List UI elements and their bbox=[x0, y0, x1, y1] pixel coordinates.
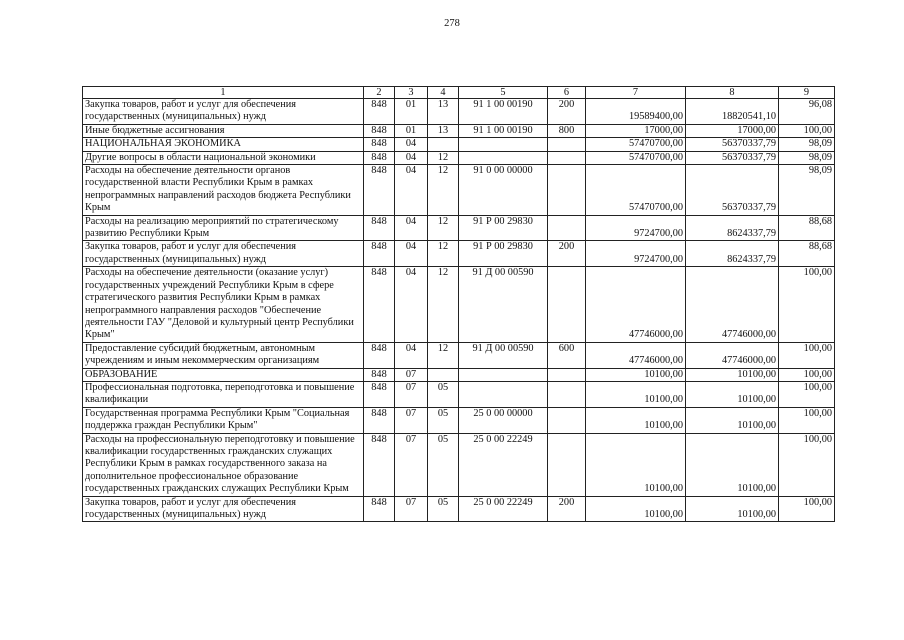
row-expense-type-cell: 200 bbox=[548, 99, 586, 125]
row-subsection-cell: 12 bbox=[428, 151, 459, 164]
row-target-cell: 25 0 00 22249 bbox=[459, 496, 548, 522]
row-subsection-cell: 12 bbox=[428, 165, 459, 216]
row-executed-cell: 56370337,79 bbox=[686, 138, 779, 151]
table-row bbox=[83, 433, 835, 496]
header-cell: 1 bbox=[83, 87, 364, 99]
row-percent-cell: 100,00 bbox=[779, 267, 835, 342]
row-planned-cell: 10100,00 bbox=[586, 433, 686, 496]
row-name-cell: Расходы на обеспечение деятельности (оказание услуг) государственных учреждений Республики Крым в сфере стратегического развития Республики Крым в рамках непрограммного направления расходов "Обеспечение деятельности ГАУ "Деловой и культурный центр Республики Крым" bbox=[83, 267, 364, 342]
header-cell: 3 bbox=[395, 87, 428, 99]
header-cell: 7 bbox=[586, 87, 686, 99]
header-row bbox=[83, 87, 835, 99]
budget-table bbox=[82, 86, 835, 522]
row-name-cell: Профессиональная подготовка, переподготовка и повышение квалификации bbox=[83, 381, 364, 407]
row-planned-cell: 47746000,00 bbox=[586, 267, 686, 342]
row-percent-cell: 100,00 bbox=[779, 124, 835, 137]
row-section-cell: 07 bbox=[395, 381, 428, 407]
table-row bbox=[83, 215, 835, 241]
row-expense-type-cell: 200 bbox=[548, 496, 586, 522]
row-planned-cell: 57470700,00 bbox=[586, 165, 686, 216]
row-expense-type-cell bbox=[548, 267, 586, 342]
row-section-cell: 01 bbox=[395, 99, 428, 125]
row-ministry-cell: 848 bbox=[364, 151, 395, 164]
row-percent-cell: 100,00 bbox=[779, 433, 835, 496]
row-expense-type-cell bbox=[548, 215, 586, 241]
header-cell: 5 bbox=[459, 87, 548, 99]
row-ministry-cell: 848 bbox=[364, 99, 395, 125]
row-subsection-cell: 12 bbox=[428, 267, 459, 342]
row-ministry-cell: 848 bbox=[364, 496, 395, 522]
row-name-cell: ОБРАЗОВАНИЕ bbox=[83, 368, 364, 381]
row-executed-cell: 47746000,00 bbox=[686, 267, 779, 342]
row-section-cell: 04 bbox=[395, 151, 428, 164]
row-expense-type-cell bbox=[548, 433, 586, 496]
row-planned-cell: 19589400,00 bbox=[586, 99, 686, 125]
row-target-cell: 91 Д 00 00590 bbox=[459, 342, 548, 368]
row-target-cell: 91 Р 00 29830 bbox=[459, 241, 548, 267]
row-percent-cell: 100,00 bbox=[779, 407, 835, 433]
row-executed-cell: 47746000,00 bbox=[686, 342, 779, 368]
table-row bbox=[83, 165, 835, 216]
table-row bbox=[83, 496, 835, 522]
row-planned-cell: 9724700,00 bbox=[586, 215, 686, 241]
table-body bbox=[83, 99, 835, 522]
page-number: 278 bbox=[444, 18, 460, 29]
row-expense-type-cell bbox=[548, 407, 586, 433]
row-section-cell: 04 bbox=[395, 138, 428, 151]
row-percent-cell: 100,00 bbox=[779, 368, 835, 381]
table-row bbox=[83, 381, 835, 407]
row-planned-cell: 57470700,00 bbox=[586, 138, 686, 151]
row-name-cell: Расходы на обеспечение деятельности органов государственной власти Республики Крым в рамках непрограммных направлений расходов бюджета Республики Крым bbox=[83, 165, 364, 216]
table-row bbox=[83, 124, 835, 137]
row-planned-cell: 47746000,00 bbox=[586, 342, 686, 368]
row-percent-cell: 100,00 bbox=[779, 381, 835, 407]
row-subsection-cell: 13 bbox=[428, 99, 459, 125]
row-planned-cell: 57470700,00 bbox=[586, 151, 686, 164]
row-executed-cell: 18820541,10 bbox=[686, 99, 779, 125]
row-section-cell: 01 bbox=[395, 124, 428, 137]
row-percent-cell: 88,68 bbox=[779, 241, 835, 267]
row-ministry-cell: 848 bbox=[364, 138, 395, 151]
row-executed-cell: 10100,00 bbox=[686, 407, 779, 433]
row-target-cell: 91 1 00 00190 bbox=[459, 99, 548, 125]
row-target-cell: 91 Р 00 29830 bbox=[459, 215, 548, 241]
row-executed-cell: 56370337,79 bbox=[686, 151, 779, 164]
header-cell: 2 bbox=[364, 87, 395, 99]
row-section-cell: 07 bbox=[395, 407, 428, 433]
row-subsection-cell: 13 bbox=[428, 124, 459, 137]
header-cell: 6 bbox=[548, 87, 586, 99]
row-ministry-cell: 848 bbox=[364, 342, 395, 368]
row-name-cell: Государственная программа Республики Крым "Социальная поддержка граждан Республики Крым" bbox=[83, 407, 364, 433]
row-target-cell: 91 1 00 00190 bbox=[459, 124, 548, 137]
row-percent-cell: 98,09 bbox=[779, 138, 835, 151]
row-expense-type-cell bbox=[548, 381, 586, 407]
row-subsection-cell: 12 bbox=[428, 215, 459, 241]
row-name-cell: Закупка товаров, работ и услуг для обеспечения государственных (муниципальных) нужд bbox=[83, 241, 364, 267]
row-name-cell: Закупка товаров, работ и услуг для обеспечения государственных (муниципальных) нужд bbox=[83, 99, 364, 125]
row-percent-cell: 96,08 bbox=[779, 99, 835, 125]
row-percent-cell: 98,09 bbox=[779, 165, 835, 216]
row-ministry-cell: 848 bbox=[364, 368, 395, 381]
row-section-cell: 07 bbox=[395, 368, 428, 381]
row-executed-cell: 10100,00 bbox=[686, 496, 779, 522]
row-name-cell: Другие вопросы в области национальной экономики bbox=[83, 151, 364, 164]
table-row bbox=[83, 241, 835, 267]
row-ministry-cell: 848 bbox=[364, 381, 395, 407]
row-expense-type-cell bbox=[548, 151, 586, 164]
row-expense-type-cell: 800 bbox=[548, 124, 586, 137]
row-target-cell: 91 Д 00 00590 bbox=[459, 267, 548, 342]
row-ministry-cell: 848 bbox=[364, 433, 395, 496]
row-name-cell: Расходы на реализацию мероприятий по стратегическому развитию Республики Крым bbox=[83, 215, 364, 241]
row-name-cell: НАЦИОНАЛЬНАЯ ЭКОНОМИКА bbox=[83, 138, 364, 151]
table-row bbox=[83, 99, 835, 125]
row-executed-cell: 10100,00 bbox=[686, 381, 779, 407]
header-cell: 8 bbox=[686, 87, 779, 99]
row-subsection-cell: 05 bbox=[428, 433, 459, 496]
row-section-cell: 04 bbox=[395, 241, 428, 267]
row-section-cell: 07 bbox=[395, 433, 428, 496]
row-section-cell: 04 bbox=[395, 342, 428, 368]
row-target-cell: 25 0 00 22249 bbox=[459, 433, 548, 496]
row-executed-cell: 8624337,79 bbox=[686, 215, 779, 241]
table-row bbox=[83, 368, 835, 381]
row-subsection-cell bbox=[428, 368, 459, 381]
row-planned-cell: 10100,00 bbox=[586, 496, 686, 522]
row-target-cell: 25 0 00 00000 bbox=[459, 407, 548, 433]
row-ministry-cell: 848 bbox=[364, 124, 395, 137]
table-row bbox=[83, 342, 835, 368]
row-target-cell bbox=[459, 151, 548, 164]
row-ministry-cell: 848 bbox=[364, 267, 395, 342]
row-percent-cell: 88,68 bbox=[779, 215, 835, 241]
row-expense-type-cell bbox=[548, 368, 586, 381]
row-expense-type-cell: 600 bbox=[548, 342, 586, 368]
row-executed-cell: 10100,00 bbox=[686, 433, 779, 496]
row-target-cell bbox=[459, 368, 548, 381]
table-row bbox=[83, 151, 835, 164]
row-target-cell: 91 0 00 00000 bbox=[459, 165, 548, 216]
row-name-cell: Расходы на профессиональную переподготовку и повышение квалификации государственных гражданских служащих Республики Крым в рамках государственного заказа на дополнительное профессиональное образование государственных гражданских служащих Республики Крым bbox=[83, 433, 364, 496]
row-planned-cell: 10100,00 bbox=[586, 368, 686, 381]
row-section-cell: 04 bbox=[395, 267, 428, 342]
row-executed-cell: 17000,00 bbox=[686, 124, 779, 137]
row-expense-type-cell bbox=[548, 138, 586, 151]
row-subsection-cell: 12 bbox=[428, 241, 459, 267]
row-ministry-cell: 848 bbox=[364, 165, 395, 216]
row-executed-cell: 10100,00 bbox=[686, 368, 779, 381]
row-expense-type-cell: 200 bbox=[548, 241, 586, 267]
header-cell: 9 bbox=[779, 87, 835, 99]
row-expense-type-cell bbox=[548, 165, 586, 216]
row-ministry-cell: 848 bbox=[364, 241, 395, 267]
row-percent-cell: 100,00 bbox=[779, 496, 835, 522]
row-subsection-cell: 05 bbox=[428, 407, 459, 433]
row-planned-cell: 17000,00 bbox=[586, 124, 686, 137]
row-subsection-cell: 05 bbox=[428, 381, 459, 407]
row-percent-cell: 100,00 bbox=[779, 342, 835, 368]
row-executed-cell: 56370337,79 bbox=[686, 165, 779, 216]
row-section-cell: 04 bbox=[395, 215, 428, 241]
row-section-cell: 07 bbox=[395, 496, 428, 522]
row-name-cell: Иные бюджетные ассигнования bbox=[83, 124, 364, 137]
table-row bbox=[83, 407, 835, 433]
row-subsection-cell bbox=[428, 138, 459, 151]
row-ministry-cell: 848 bbox=[364, 407, 395, 433]
row-executed-cell: 8624337,79 bbox=[686, 241, 779, 267]
row-planned-cell: 10100,00 bbox=[586, 381, 686, 407]
table-row bbox=[83, 138, 835, 151]
row-planned-cell: 9724700,00 bbox=[586, 241, 686, 267]
row-subsection-cell: 05 bbox=[428, 496, 459, 522]
row-ministry-cell: 848 bbox=[364, 215, 395, 241]
table-row bbox=[83, 267, 835, 342]
row-percent-cell: 98,09 bbox=[779, 151, 835, 164]
row-name-cell: Предоставление субсидий бюджетным, автономным учреждениям и иным некоммерческим организациям bbox=[83, 342, 364, 368]
row-target-cell bbox=[459, 381, 548, 407]
row-target-cell bbox=[459, 138, 548, 151]
row-subsection-cell: 12 bbox=[428, 342, 459, 368]
row-planned-cell: 10100,00 bbox=[586, 407, 686, 433]
header-cell: 4 bbox=[428, 87, 459, 99]
row-section-cell: 04 bbox=[395, 165, 428, 216]
row-name-cell: Закупка товаров, работ и услуг для обеспечения государственных (муниципальных) нужд bbox=[83, 496, 364, 522]
